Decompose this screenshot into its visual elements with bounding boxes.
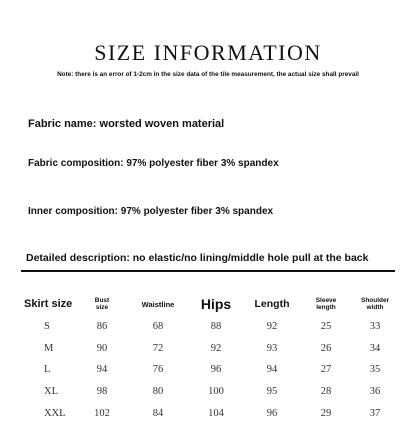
fabric-composition: Fabric composition: 97% polyester fiber 3% spandex <box>28 158 279 169</box>
cell-hips: 88 <box>210 321 222 333</box>
cell-size: S <box>44 321 50 333</box>
divider <box>21 270 395 272</box>
cell-length: 96 <box>266 407 278 419</box>
cell-size: XXL <box>44 407 66 419</box>
table-row <box>24 316 400 338</box>
header-shoulder-width: Shoulder width <box>361 297 390 311</box>
cell-waist: 80 <box>152 386 164 398</box>
page-title: SIZE INFORMATION <box>94 40 322 65</box>
inner-composition: Inner composition: 97% polyester fiber 3% spandex <box>28 206 274 217</box>
cell-shoulder: 35 <box>369 364 381 376</box>
cell-bust: 98 <box>96 386 108 398</box>
table-row <box>24 338 400 360</box>
cell-bust: 102 <box>94 407 110 419</box>
cell-sleeve: 26 <box>320 342 332 354</box>
cell-length: 94 <box>266 364 278 376</box>
table-row <box>24 402 400 424</box>
cell-hips: 100 <box>208 386 224 398</box>
cell-shoulder: 37 <box>369 407 381 419</box>
cell-waist: 72 <box>152 342 164 354</box>
cell-hips: 104 <box>208 407 224 419</box>
cell-hips: 92 <box>210 342 222 354</box>
cell-waist: 76 <box>152 364 164 376</box>
detailed-description: Detailed description: no elastic/no lining/middle hole pull at the back <box>26 252 369 264</box>
cell-length: 95 <box>266 386 278 398</box>
cell-shoulder: 33 <box>369 321 381 333</box>
header-waistline: Waistline <box>141 299 175 309</box>
cell-bust: 94 <box>96 364 108 376</box>
cell-shoulder: 36 <box>369 386 381 398</box>
cell-sleeve: 29 <box>320 407 332 419</box>
cell-length: 92 <box>266 321 278 333</box>
cell-hips: 96 <box>210 364 222 376</box>
cell-length: 93 <box>266 342 278 354</box>
cell-waist: 68 <box>152 321 164 333</box>
table-header-row <box>24 292 400 316</box>
table-row <box>24 359 400 381</box>
cell-sleeve: 28 <box>320 386 332 398</box>
cell-bust: 90 <box>96 342 108 354</box>
header-length: Length <box>254 298 290 310</box>
cell-sleeve: 25 <box>320 321 332 333</box>
table-row <box>24 381 400 403</box>
cell-sleeve: 27 <box>320 364 332 376</box>
measurement-note: Note: there is an error of 1-2cm in the size data of the tile measurement, the actual size shall prevail <box>57 71 359 78</box>
fabric-name: Fabric name: worsted woven material <box>28 118 225 130</box>
header-bust-size: Bust size <box>94 297 110 311</box>
cell-size: L <box>44 364 51 376</box>
cell-size: M <box>44 342 54 354</box>
header-skirt-size: Skirt size <box>24 298 73 310</box>
cell-shoulder: 34 <box>369 342 381 354</box>
cell-size: XL <box>44 386 58 398</box>
cell-waist: 84 <box>152 407 164 419</box>
header-hips: Hips <box>200 296 232 312</box>
header-sleeve-length: Sleeve length <box>315 297 337 311</box>
size-table <box>24 292 400 424</box>
cell-bust: 86 <box>96 321 108 333</box>
